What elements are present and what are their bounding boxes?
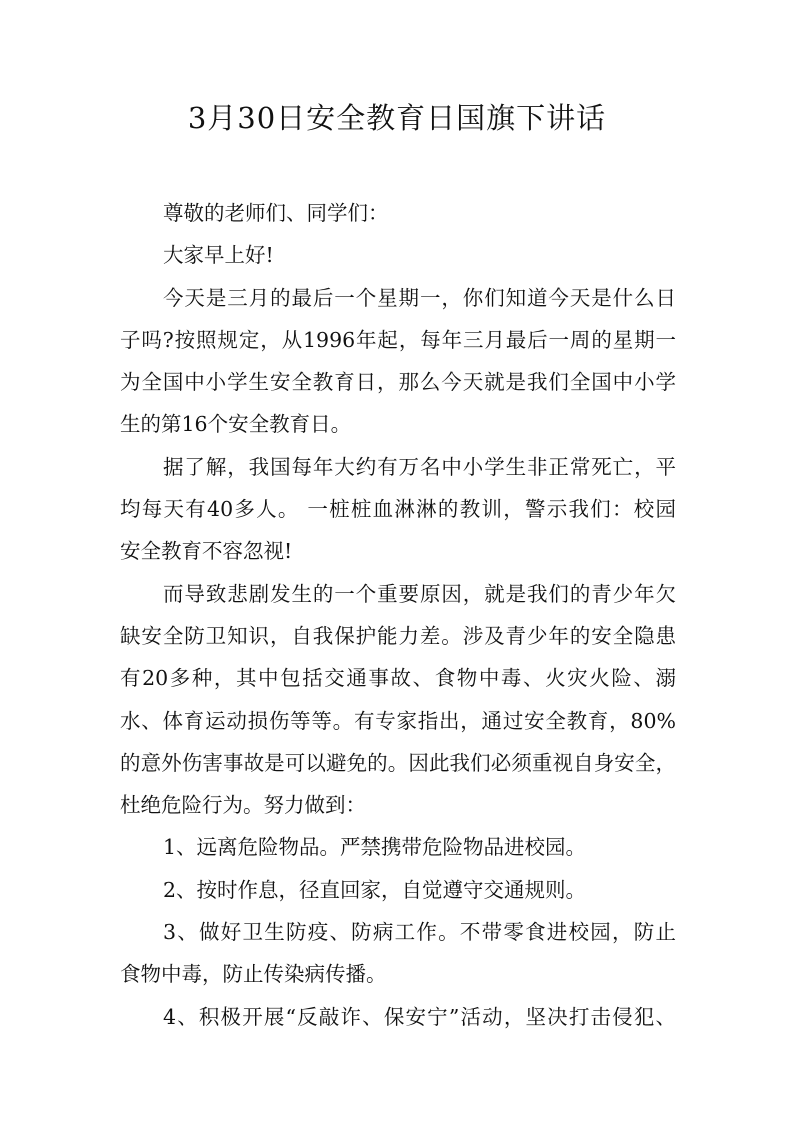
paragraph-line: 生的第16个安全教育日。 (120, 412, 352, 437)
paragraph-line: 1、远离危险物品。严禁携带危险物品进校园。 (163, 835, 587, 860)
paragraph-line: 今天是三月的最后一个星期一，你们知道今天是什么日 (163, 285, 676, 310)
paragraph-line: 食物中毒，防止传染病传播。 (120, 962, 387, 987)
paragraph-line: 3、做好卫生防疫、防病工作。不带零食进校园，防止 (163, 920, 676, 945)
paragraph-line: 水、体育运动损伤等等。有专家指出，通过安全教育，80% (120, 708, 676, 733)
document-title: 3月30日安全教育日国旗下讲话 (187, 101, 607, 135)
paragraph-line: 尊敬的老师们、同学们： (163, 201, 389, 225)
paragraph-line: 杜绝危险行为。努力做到： (120, 793, 366, 818)
document-body (120, 192, 676, 1038)
paragraph-line: 据了解，我国每年大约有万名中小学生非正常死亡，平 (163, 454, 676, 479)
paragraph-line: 4、积极开展“反敲诈、保安宁”活动，坚决打击侵犯、 (163, 1004, 676, 1029)
paragraph-line: 2、按时作息，径直回家，自觉遵守交通规则。 (163, 877, 587, 902)
paragraph-line: 而导致悲剧发生的一个重要原因，就是我们的青少年欠 (163, 581, 676, 606)
paragraph-line: 有20多种，其中包括交通事故、食物中毒、火灾火险、溺 (120, 666, 676, 691)
paragraph-line: 大家早上好! (163, 243, 274, 268)
paragraph-line: 的意外伤害事故是可以避免的。因此我们必须重视自身安全， (120, 750, 676, 775)
paragraph-line: 子吗?按照规定，从1996年起，每年三月最后一周的星期一 (120, 327, 676, 352)
paragraph-line: 缺安全防卫知识，自我保护能力差。涉及青少年的安全隐患 (120, 623, 676, 648)
paragraph-line: 均每天有40多人。 一桩桩血淋淋的教训，警示我们：校园 (120, 497, 676, 522)
paragraph-line: 为全国中小学生安全教育日，那么今天就是我们全国中小学 (120, 370, 676, 395)
paragraph-line: 安全教育不容忽视! (120, 539, 293, 564)
